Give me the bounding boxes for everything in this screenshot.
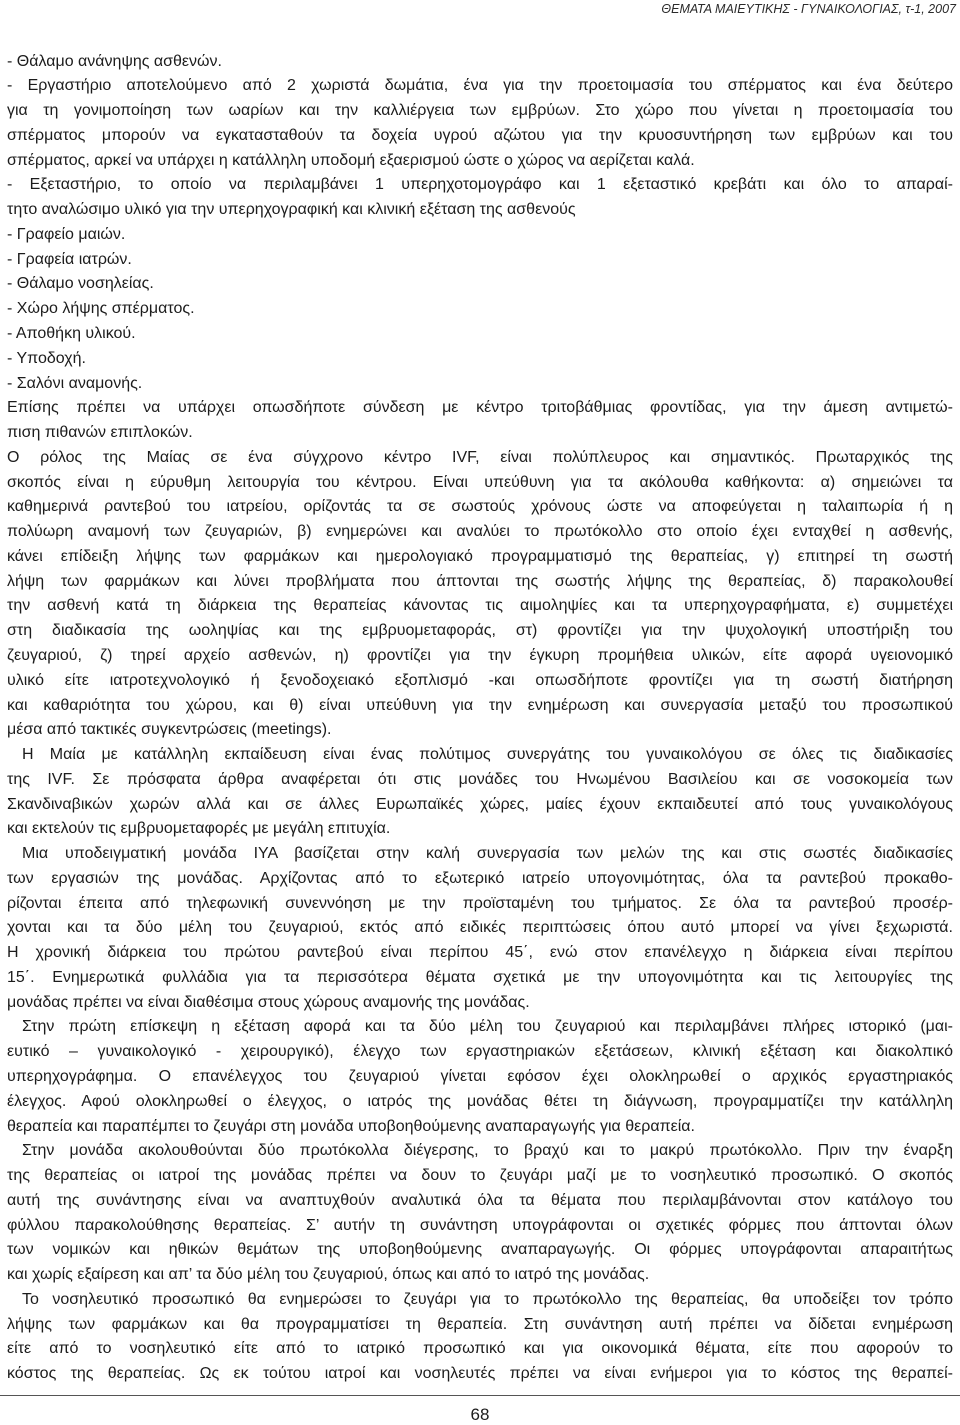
text-line: Η Μαία με κατάλληλη εκπαίδευση είναι ένας πολύτιμος συνεργάτης του γυναικολόγου σε όλες τις διαδικασίες — [22, 746, 953, 764]
text-line: αυτή της συνάντησης είναι να αναπτυχθούν αναλυτικά όλα τα θέματα που περιλαμβάνονται στον κατάλογο του — [7, 1191, 953, 1209]
text-line: των εργασιών της μονάδας. Αρχίζοντας από το εξωτερικό ιατρείο υπογονιμότητας, όλα τα ραντεβού προκαθο- — [7, 869, 953, 887]
text-line: την ασθενή κατά τη διάρκεια της θεραπείας κάνοντας τις αιμοληψίες και τα υπερηχογραφήματα, ε) συμμετέχει — [7, 597, 953, 615]
list-item-ward — [7, 272, 953, 297]
text-line: ευτικό – γυναικολογικό - χειρουργικό), έλεγχο των εργαστηριακών εξετάσεων, κλινική εξέταση και διακολπικό — [7, 1043, 953, 1061]
paragraph — [7, 842, 953, 1015]
paragraph — [7, 1015, 953, 1139]
text-line: σπέρματος, αρκεί να υπάρχει η κατάλληλη υποδομή εξαερισμού ώστε ο χώρος να αερίζεται καλά. — [7, 151, 695, 169]
paragraph — [7, 446, 953, 743]
text-line: σκοπός είναι η εύρυθμη λειτουργία του κέντρου. Είναι υπεύθυνη για τα ακόλουθα καθήκοντα: α) σημειώνει τα — [7, 473, 953, 491]
text-line: μέσα από τακτικές συγκεντρώσεις (meetings). — [7, 721, 332, 739]
text-line: ρίζονται έπειτα από τηλεφωνική συνεννόηση με την προϊσταμένη του τμήματος. Σε όλα τα ραντεβού προσέρ- — [7, 894, 953, 912]
text-line: πολύωρη αναμονή των ζευγαριών, β) ενημερώνει και αναλύει το πρωτόκολλο στο οποίο έχει ενταχθεί η ασθενής, — [7, 523, 953, 541]
page-number: 68 — [470, 1405, 490, 1424]
text-line: - Γραφείο μαιών. — [7, 225, 126, 243]
text-line: έλεγχος. Αφού ολοκληρωθεί ο έλεγχος, ο ιατρός της μονάδας θέτει τη διάγνωση, προγραμματίζει την κατάλληλη — [7, 1092, 953, 1110]
text-line: ζευγαριού, ζ) τηρεί αρχείο ασθενών, η) φροντίζει για την έγκυρη προμήθεια υλικών, είτε αφορά υγειονομικό — [7, 646, 953, 664]
text-line: - Χώρο λήψης σπέρματος. — [7, 300, 195, 318]
text-line: - Εργαστήριο αποτελούμενο από 2 χωριστά δωμάτια, ένα για την προετοιμασία του σπέρματος και ένα δεύτερο — [7, 77, 953, 95]
text-line: Σκανδιναβικών χωρών αλλά και σε άλλες Ευρωπαϊκές χώρες, μαίες έχουν εκπαιδευτεί από τους γυναικολόγους — [7, 795, 953, 813]
paragraph — [7, 1288, 953, 1387]
text-line: Ο ρόλος της Μαίας σε ένα σύγχρονο κέντρο IVF, είναι πολύπλευρος και σημαντικός. Πρωταρχικός της — [7, 448, 953, 466]
paragraph — [7, 396, 953, 446]
list-item-doctors-offices — [7, 248, 953, 273]
list-item-storage — [7, 322, 953, 347]
text-line: - Γραφεία ιατρών. — [7, 250, 132, 268]
list-item-examination-room — [7, 173, 953, 223]
text-line: θεραπεία και παραπέμπει το ζευγάρι στη μονάδα υποβοηθούμενης αναπαραγωγής για θεραπεία. — [7, 1117, 695, 1135]
text-line: - Σαλόνι αναμονής. — [7, 374, 143, 392]
text-line: - Αποθήκη υλικού. — [7, 325, 136, 343]
list-item-reception — [7, 347, 953, 372]
text-line: λήψη των φαρμάκων και λύνει προβλήματα που άπτονται της σωστής λήψης της θεραπείας, δ) παρακολουθεί — [7, 572, 953, 590]
text-line: υπερηχογράφημα. Ο επανέλεγχος του ζευγαριού γίνεται εφόσον έχει ολοκληρωθεί ο αρχικός εργαστηριακός — [7, 1067, 953, 1085]
text-line: Το νοσηλευτικό προσωπικό θα ενημερώσει το ζευγάρι για το πρωτόκολλο της θεραπείας, θα υποδείξει τον τρόπο — [22, 1290, 953, 1308]
text-line: και εκτελούν τις εμβρυομεταφορές με μεγάλη επιτυχία. — [7, 820, 391, 838]
paragraph — [7, 1139, 953, 1288]
text-line: σπέρματος μπορούν να εγκατασταθούν τα δοχεία υγρού αζώτου για την κρυοσυντήρηση των εμβρύων και του — [7, 126, 953, 144]
list-item-sperm-collection-room — [7, 297, 953, 322]
text-line: της θεραπείας οι ιατροί της μονάδας πρέπει να δουν το ζευγάρι μαζί με το νοσηλευτικό προσωπικό. Ο σκοπός — [7, 1167, 953, 1185]
text-line: στη διαδικασία της ωοληψίας και της εμβρυομεταφοράς, στ) φροντίζει για την ψυχολογική υποστήριξη του — [7, 622, 953, 640]
list-item-midwives-office — [7, 223, 953, 248]
text-line: Μια υποδειγματική μονάδα ΙΥΑ βασίζεται στην καλή συνεργασία των μελών της και στις σωστές διαδικασίες — [22, 845, 953, 863]
text-line: Στην πρώτη επίσκεψη η εξέταση αφορά και τα δύο μέλη του ζευγαριού και περιλαμβάνει πλήρες ιστορικό (μαι- — [22, 1018, 953, 1036]
list-item-waiting-room — [7, 372, 953, 397]
list-item-laboratory — [7, 74, 953, 173]
text-line: καθημερινά ραντεβού του ιατρείου, ορίζοντάς τα σε σωστούς χρόνους ώστε να αποφεύγεται η ταλαιπωρία ή η — [7, 498, 953, 516]
text-line: λήψης των φαρμάκων και θα προγραμματίσει τη θεραπεία. Στη συνάντηση αυτή πρέπει να δίδεται ενημέρωση — [7, 1315, 953, 1333]
text-line: 15΄. Ενημερωτικά φυλλάδια για τα περισσότερα θέματα σχετικά με την υπογονιμότητα και τις λειτουργίες της — [7, 968, 953, 986]
text-line: - Υποδοχή. — [7, 349, 86, 367]
text-line: - Εξεταστήριο, το οποίο να περιλαμβάνει 1 υπερηχοτομογράφο και 1 εξεταστικό κρεβάτι και όλο το απαραί- — [7, 176, 953, 194]
text-line: πιση πιθανών επιπλοκών. — [7, 424, 193, 442]
text-line: των νομικών και ηθικών θεμάτων της υποβοηθούμενης αναπαραγωγής. Οι φόρμες υπογράφονται απαραιτήτως — [7, 1241, 953, 1259]
text-line: τητο αναλώσιμο υλικό για την υπερηχογραφική και κλινική εξέταση της ασθενούς — [7, 201, 576, 219]
text-line: υλικό είτε ιατροτεχνολογικό ή ξενοδοχειακό εξοπλισμό -και οπωσδήποτε φροντίζει για τη σωστή διατήρηση — [7, 671, 953, 689]
text-line: μονάδας πρέπει να είναι διαθέσιμα στους χώρους αναμονής της μονάδας. — [7, 993, 530, 1011]
article-body — [7, 50, 953, 1387]
text-line: είτε από το νοσηλευτικό είτε από το ιατρικό προσωπικό και για οικονομικά θέματα, είτε που αφορούν το — [7, 1340, 953, 1358]
text-line: φύλλου παρακολούθησης θεραπείας. Σ’ αυτήν τη συνάντηση υπογράφονται οι σχετικές φόρμες που άπτονται όλων — [7, 1216, 953, 1234]
list-item-recovery-room — [7, 50, 953, 75]
running-header: ΘΕΜΑΤΑ ΜΑΙΕΥΤΙΚΗΣ - ΓΥΝΑΙΚΟΛΟΓΙΑΣ, τ-1, 2007 — [661, 2, 956, 16]
text-line: Η χρονική διάρκεια του πρώτου ραντεβού είναι περίπου 45΄, ενώ στον επανέλεγχο η διάρκεια είναι περίπου — [7, 944, 953, 962]
text-line: και χωρίς εξαίρεση και απ’ τα δύο μέλη του ζευγαριού, όπως και από το ιατρό της μονάδας. — [7, 1266, 650, 1284]
text-line: κόστος της θεραπείας. Ως εκ τούτου ιατροί και νοσηλευτές πρέπει να είναι ενήμεροι για το κόστος της θεραπεί- — [7, 1365, 953, 1383]
text-line: της IVF. Σε πρόσφατα άρθρα αναφέρεται ότι στις μονάδες του Ηνωμένου Βασιλείου και σε νοσοκομεία των — [7, 770, 953, 788]
paragraph — [7, 743, 953, 842]
text-line: κάνει επίδειξη λήψης των φαρμάκων και ημερολογιακό προγραμματισμό της θεραπείας, γ) επιτηρεί τη σωστή — [7, 547, 953, 565]
text-line: Στην μονάδα ακολουθούνται δύο πρωτόκολλα διέγερσης, το βραχύ και το μακρύ πρωτόκολλο. Πριν την έναρξη — [22, 1142, 953, 1160]
text-line: - Θάλαμο νοσηλείας. — [7, 275, 154, 293]
text-line: και καθαριότητα του χώρου, και θ) είναι υπεύθυνη για την ενημέρωση και συνεργασία μεταξύ του προσωπικού — [7, 696, 953, 714]
text-line: Επίσης πρέπει να υπάρχει οπωσδήποτε σύνδεση με κέντρο τριτοβάθμιας φροντίδας, για την άμεση αντιμετώ- — [7, 399, 953, 417]
text-line: χονται και τα δύο μέλη του ζευγαριού, εκτός από ειδικές περιπτώσεις όπου αυτό μπορεί να γίνει ξεχωριστά. — [7, 919, 953, 937]
text-line: - Θάλαμο ανάνηψης ασθενών. — [7, 52, 222, 70]
text-line: για τη γονιμοποίηση των ωαρίων και την καλλιέργεια των εμβρύων. Στο χώρο που γίνεται η προετοιμασία του — [7, 102, 953, 120]
footer-divider — [0, 1395, 960, 1396]
